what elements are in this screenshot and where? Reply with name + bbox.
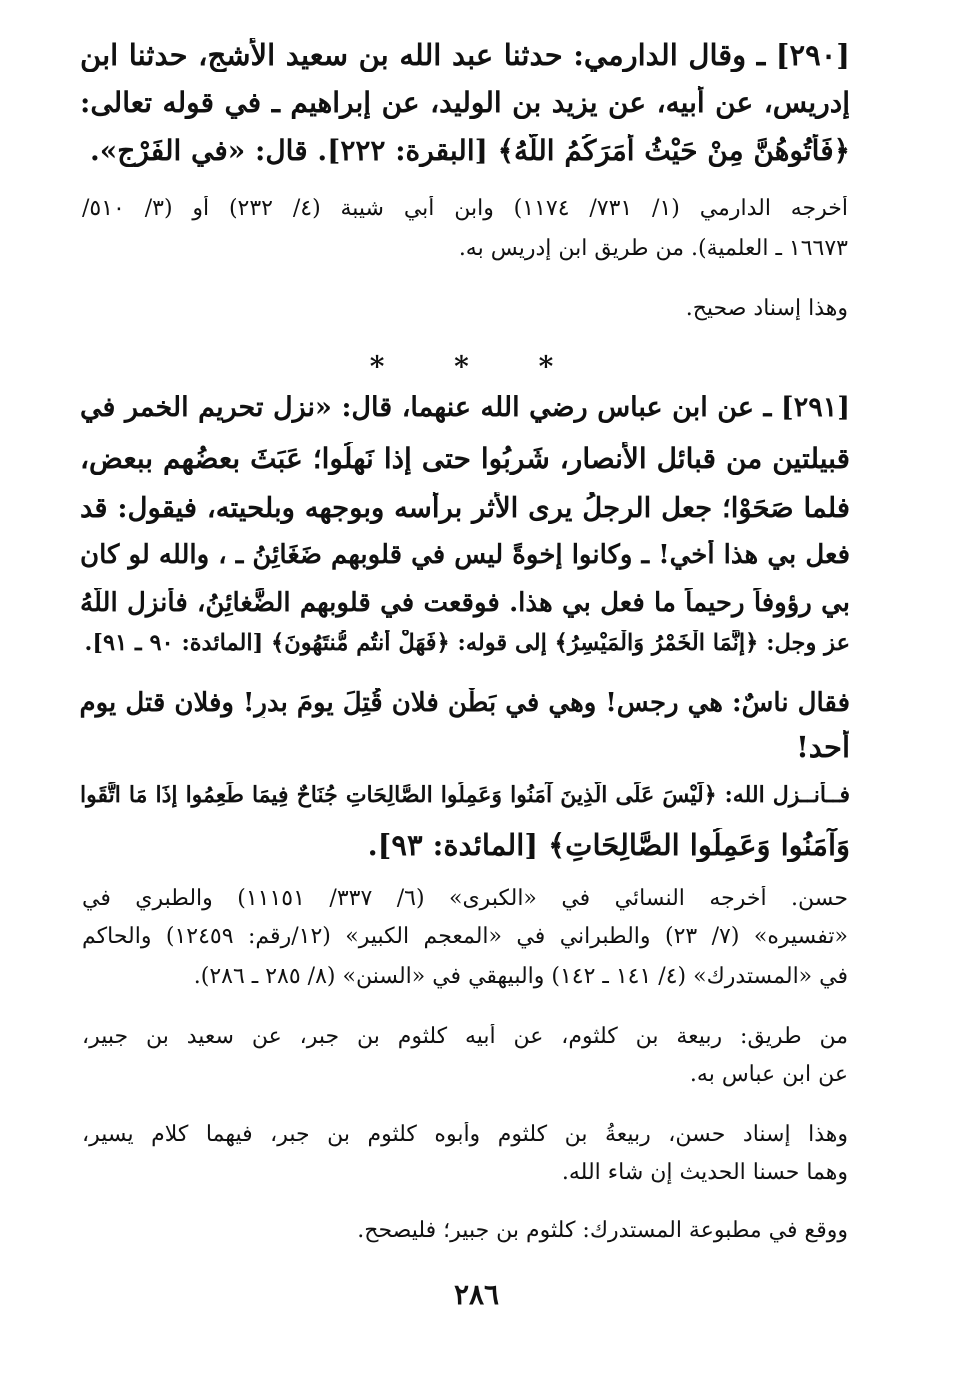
entry-291-line-1: [٢٩١] ـ عن ابن عباس رضي الله عنهما، قال: «نزل تحريم الخمر في [80,392,850,423]
entry-291-note-6: وهذا إسناد حسن، ربيعةُ بن كلثوم وأبوه كلثوم بن جبر، فيهما كلام يسير، [82,1122,848,1147]
entry-291-line-9: فــأنــزل الله: ﴿لَيْسَ عَلَى الَّذِينَ آمَنُوا وَعَمِلُوا الصَّالِحَاتِ جُنَاحٌ فِيمَا طَعِمُوا إِذَا مَا اتَّقَوا [80,782,850,808]
entry-291-line-6: عز وجل: ﴿إِنَّمَا الْخَمْرُ وَالْمَيْسِرُ﴾ إلى قوله: ﴿فَهَلْ أَنتُم مُّنتَهُونَ﴾ [المائدة: ٩٠ ـ ٩١]. [84,630,850,656]
entry-291-line-3: فلما صَحَوْا؛ جعل الرجلُ يرى الأثر برأسه وبوجهه وبلحيته، فيقول: قد [80,492,850,524]
entry-291-line-2: قبيلتين من قبائل الأنصار، شَرِبُوا حتى إذا نَهِلُوا؛ عَبَثَ بعضُهم ببعضٍ، [80,442,850,475]
entry-291-note-4: من طريق: ربيعة بن كلثوم، عن أبيه كلثوم بن جبر، عن سعيد بن جبير، [82,1024,848,1049]
entry-291-line-8: أحد! [796,730,850,764]
section-separator: * * * [369,350,584,383]
entry-291-note-5: عن ابن عباس به. [689,1062,848,1087]
entry-291-line-7: فقال ناسٌ: هي رجس! وهي في بَطْنِ فلان قُتِلَ يومَ بدرٍ! وفلان قتل يوم [80,688,850,718]
entry-291-note-1: حسن. أخرجه النسائي في «الكبرى» (٦/ ٣٣٧/ ١١١٥١) والطبري في [82,886,848,911]
entry-290-note-3: وهذا إسناد صحيح. [685,296,848,321]
entry-290-line-2: إدريس، عن أبيه، عن يزيد بن الوليد، عن إبراهيم ـ في قوله تعالى: [80,86,850,119]
entry-290-note-2: ١٦٦٧٣ ـ العلمية). من طريق ابن إدريس به. [458,236,848,261]
entry-291-line-10: وَآمَنُوا وَعَمِلُوا الصَّالِحَاتِ﴾ [المائدة: ٩٣]. [367,828,850,862]
entry-290-line-3: ﴿فَأْتُوهُنَّ مِنْ حَيْثُ أَمَرَكُمُ اللَّهُ﴾ [البقرة: ٢٢٢]. قال: «في الفَرْجِ». [90,134,850,167]
entry-291-note-7: وهما حسنا الحديث إن شاء الله. [561,1160,848,1185]
entry-290-note-1: أخرجه الدارمي (١/ ٧٣١/ ١١٧٤) وابن أبي شيبة (٤/ ٢٣٢) أو (٣/ ٥١٠/ [82,196,848,221]
entry-291-line-5: بي رؤوفاً رحيماً ما فعل بي هذا. فوقعت في قلوبهم الضَّغائِنُ، فأنزل اللَّهُ [80,588,850,618]
entry-290-line-1: [٢٩٠] ـ وقال الدارمي: حدثنا عبد الله بن سعيد الأشج، حدثنا ابن [80,38,850,72]
page-number: ٢٨٦ [453,1278,500,1311]
entry-291-note-3: في «المستدرك» (٤/ ١٤١ ـ ١٤٢) والبيهقي في «السنن» (٨/ ٢٨٥ ـ ٢٨٦). [193,964,848,989]
entry-291-note-8: ووقع في مطبوعة المستدرك: كلثوم بن جبير؛ فليصحح. [357,1218,848,1243]
entry-291-line-4: فعل بي هذا أخي! ـ وكانوا إخوةً ليس في قلوبهم ضَغَائِنُ ـ ، والله لو كان [80,540,850,570]
entry-291-note-2: «تفسيره» (٧/ ٢٣) والطبراني في «المعجم الكبير» (١٢/رقم: ١٢٤٥٩) والحاكم [82,924,848,949]
